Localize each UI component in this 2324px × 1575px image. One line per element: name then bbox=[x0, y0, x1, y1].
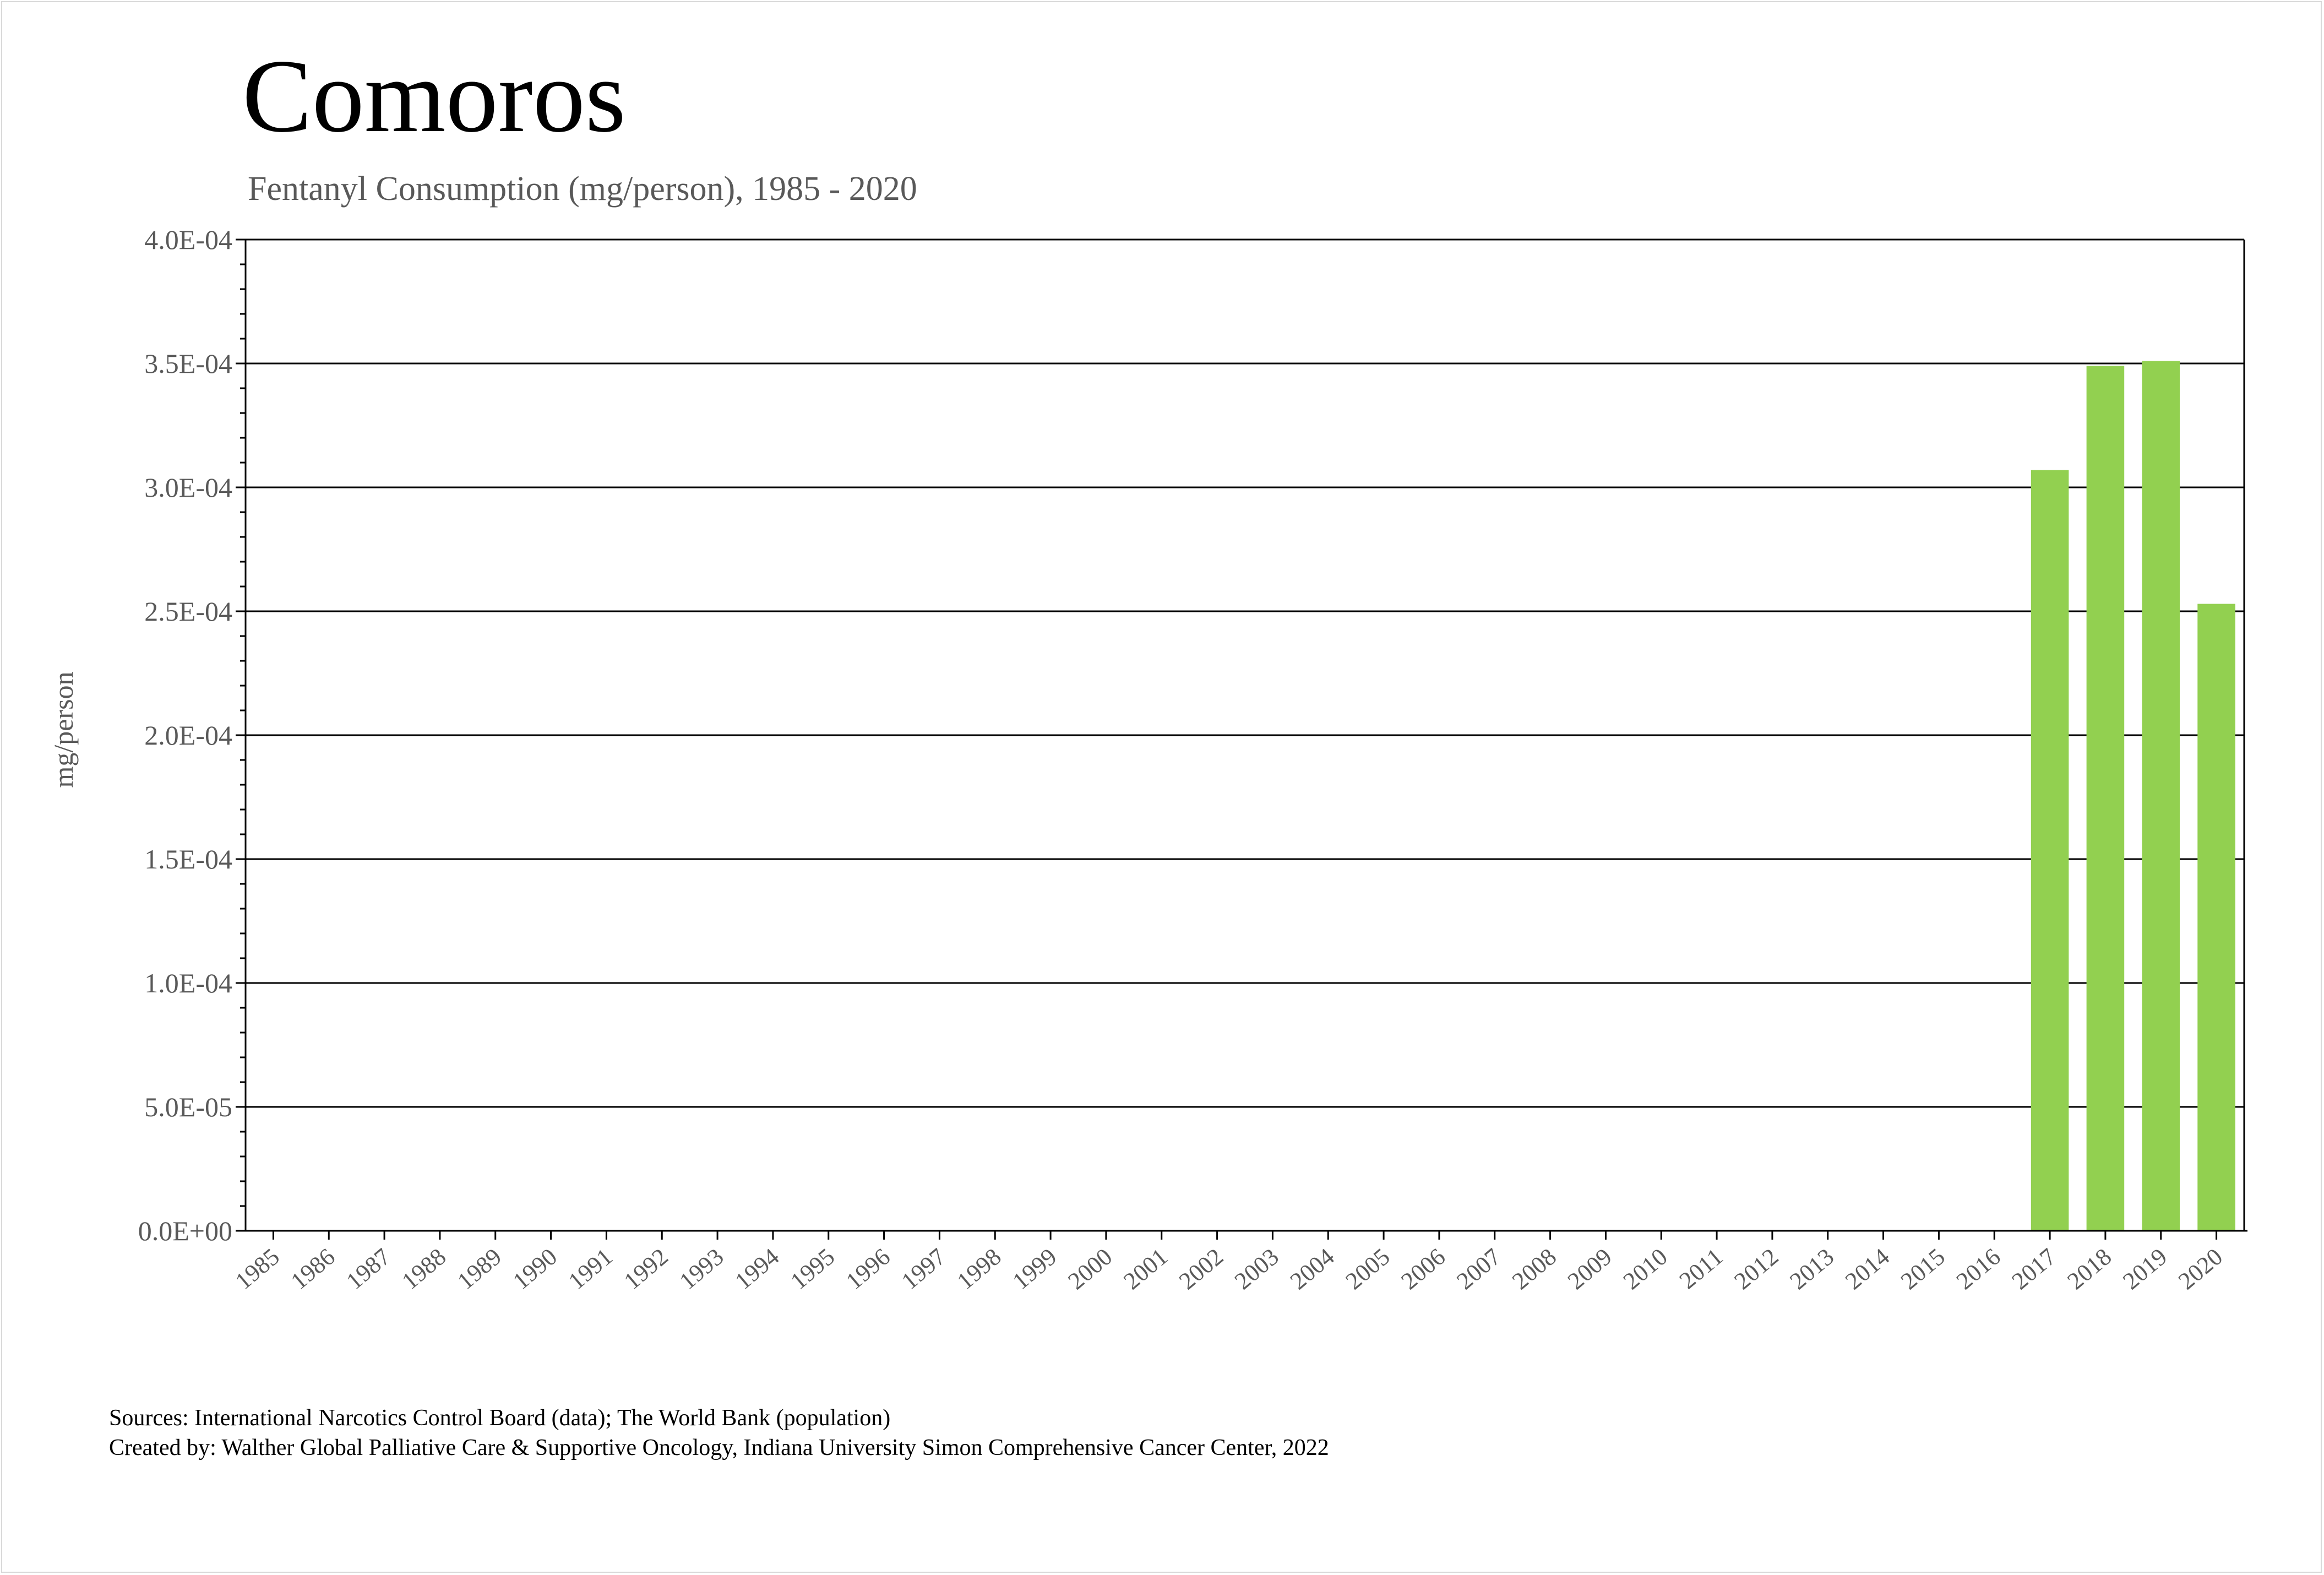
x-tick-label: 1986 bbox=[285, 1243, 340, 1295]
x-tick-label: 2017 bbox=[2006, 1243, 2061, 1295]
x-tick-label: 2018 bbox=[2062, 1243, 2117, 1295]
x-tick-label: 2011 bbox=[1674, 1243, 1728, 1295]
y-tick-label: 1.0E-04 bbox=[144, 968, 232, 998]
axes bbox=[236, 240, 2247, 1240]
x-tick-label: 2020 bbox=[2173, 1243, 2228, 1295]
y-axis-label: mg/person bbox=[48, 671, 79, 788]
x-tick-labels bbox=[230, 1243, 2228, 1295]
x-tick-label: 1985 bbox=[230, 1243, 285, 1295]
x-tick-label: 2006 bbox=[1396, 1243, 1451, 1295]
x-tick-label: 2009 bbox=[1562, 1243, 1617, 1295]
x-tick-label: 2013 bbox=[1784, 1243, 1839, 1295]
x-tick-label: 1999 bbox=[1007, 1243, 1062, 1295]
x-tick-label: 2000 bbox=[1063, 1243, 1118, 1295]
x-tick-label: 1990 bbox=[508, 1243, 563, 1295]
y-tick-label: 0.0E+00 bbox=[138, 1215, 232, 1246]
x-tick-label: 2008 bbox=[1507, 1243, 1562, 1295]
x-tick-label: 2001 bbox=[1118, 1243, 1173, 1295]
x-tick-label: 2004 bbox=[1285, 1243, 1340, 1295]
x-tick-label: 1998 bbox=[951, 1243, 1006, 1295]
y-tick-label: 3.0E-04 bbox=[144, 472, 232, 503]
x-tick-label: 2002 bbox=[1174, 1243, 1229, 1295]
y-tick-label: 3.5E-04 bbox=[144, 348, 232, 379]
chart-title: Comoros bbox=[242, 39, 626, 154]
x-tick-label: 2015 bbox=[1895, 1243, 1950, 1295]
y-tick-label: 2.0E-04 bbox=[144, 720, 232, 751]
x-tick-label: 2016 bbox=[1951, 1243, 2006, 1295]
bar-2017 bbox=[2031, 470, 2069, 1231]
chart-subtitle: Fentanyl Consumption (mg/person), 1985 - 2020 bbox=[248, 170, 917, 208]
x-tick-label: 2005 bbox=[1340, 1243, 1395, 1295]
x-tick-label: 2014 bbox=[1840, 1243, 1895, 1295]
x-tick-label: 1989 bbox=[452, 1243, 507, 1295]
bar-2018 bbox=[2087, 366, 2125, 1231]
sources-note bbox=[109, 1403, 1329, 1463]
created-by-line: Created by: Walther Global Palliative Care & Supportive Oncology, Indiana University Simon Comprehensive Cancer Center, 2022 bbox=[109, 1435, 1329, 1460]
y-tick-label: 2.5E-04 bbox=[144, 596, 232, 627]
y-tick-labels bbox=[138, 224, 232, 1246]
y-tick-label: 1.5E-04 bbox=[144, 844, 232, 875]
x-tick-label: 1988 bbox=[396, 1243, 451, 1295]
x-tick-label: 2019 bbox=[2118, 1243, 2173, 1295]
x-tick-label: 2007 bbox=[1451, 1243, 1506, 1295]
x-tick-label: 2003 bbox=[1229, 1243, 1284, 1295]
sources-line: Sources: International Narcotics Control Board (data); The World Bank (population) bbox=[109, 1405, 891, 1431]
x-tick-label: 1996 bbox=[841, 1243, 896, 1295]
x-tick-label: 1997 bbox=[896, 1243, 951, 1295]
x-tick-label: 1991 bbox=[563, 1243, 618, 1295]
bars bbox=[2031, 361, 2235, 1231]
bar-2020 bbox=[2197, 604, 2235, 1231]
x-tick-label: 1993 bbox=[674, 1243, 729, 1295]
x-tick-label: 1995 bbox=[785, 1243, 840, 1295]
x-tick-label: 1994 bbox=[730, 1243, 785, 1295]
y-tick-label: 5.0E-05 bbox=[144, 1091, 232, 1122]
x-tick-label: 1987 bbox=[341, 1243, 396, 1295]
bar-2019 bbox=[2142, 361, 2180, 1231]
y-tick-label: 4.0E-04 bbox=[144, 224, 232, 255]
x-tick-label: 2012 bbox=[1729, 1243, 1784, 1295]
x-tick-label: 2010 bbox=[1618, 1243, 1673, 1295]
x-tick-label: 1992 bbox=[618, 1243, 673, 1295]
gridlines bbox=[246, 240, 2244, 1107]
